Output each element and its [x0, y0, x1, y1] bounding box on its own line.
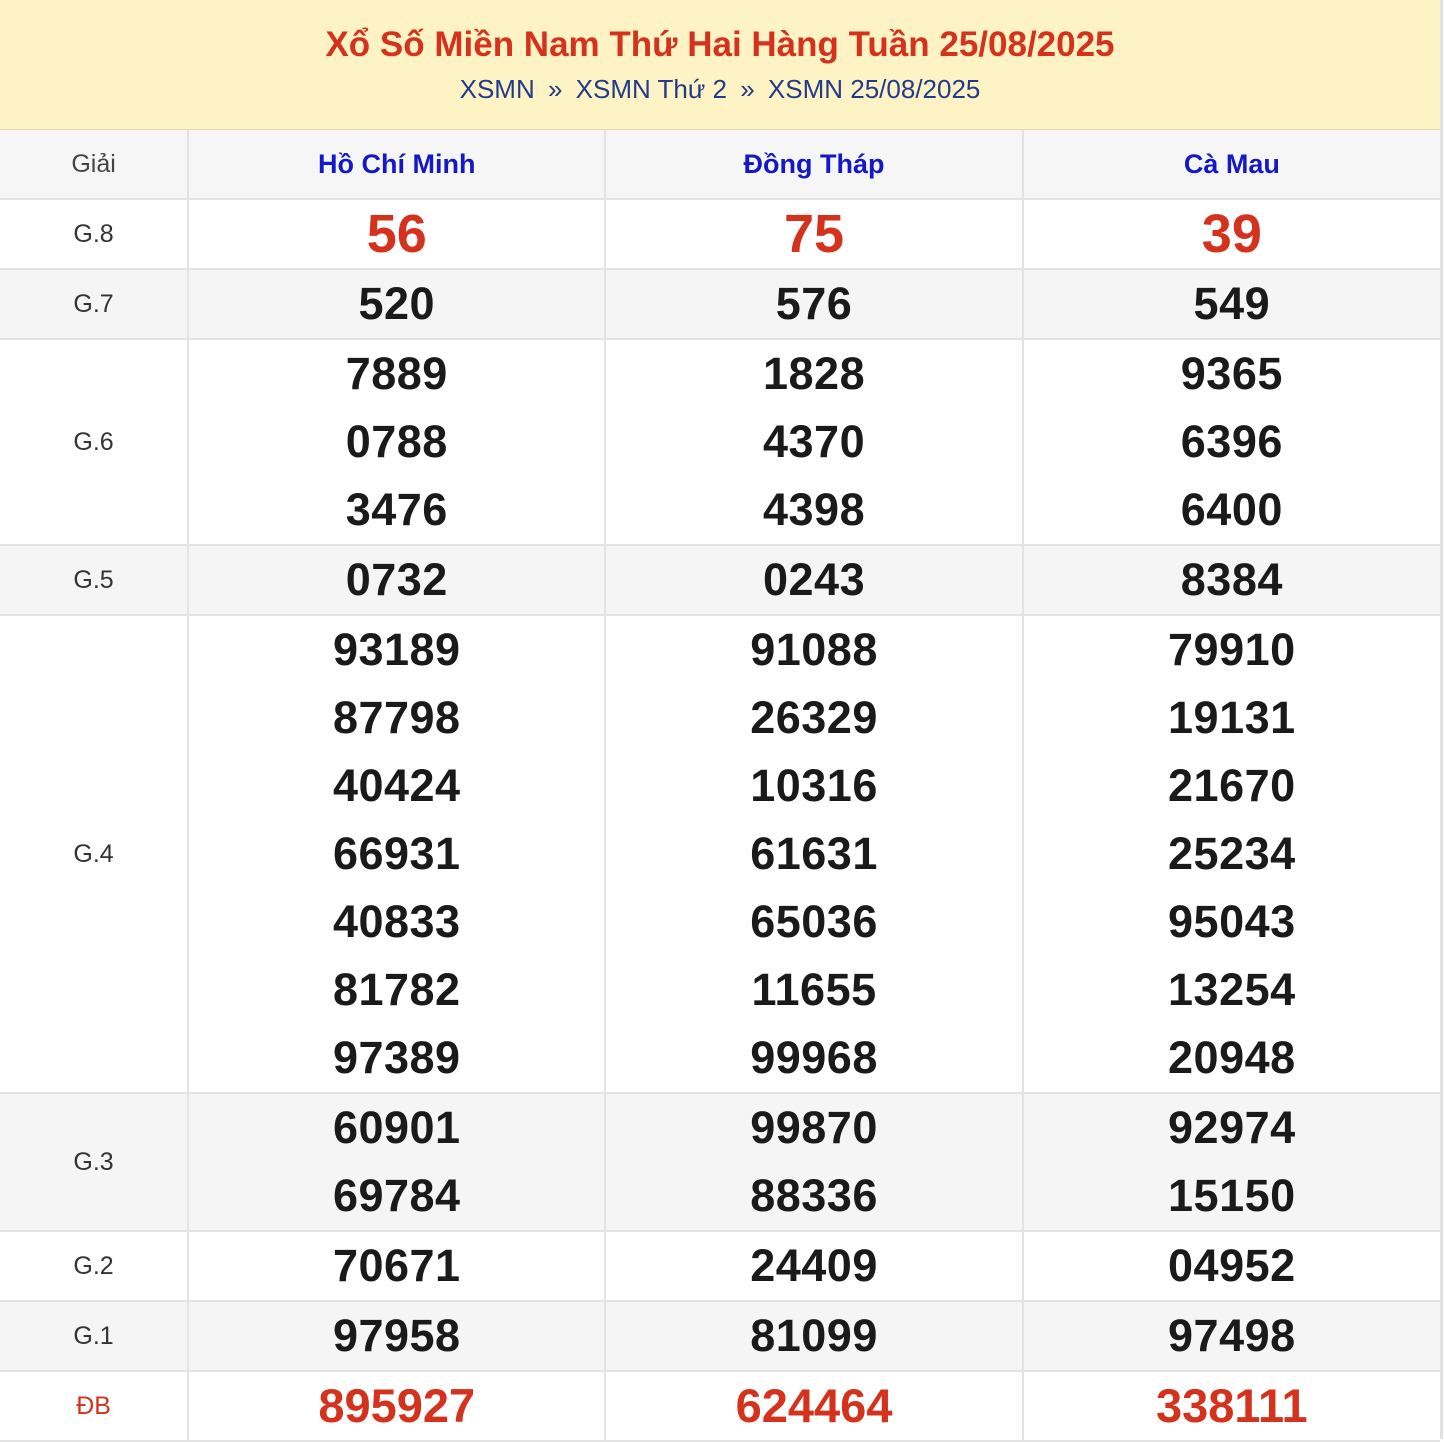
prize-cell [605, 339, 1022, 545]
prize-number: 4370 [762, 416, 866, 467]
prize-number: 25234 [1168, 828, 1296, 879]
breadcrumb-xsmn-date[interactable]: XSMN 25/08/2025 [767, 74, 981, 104]
prize-number: 24409 [750, 1240, 878, 1291]
prize-number: 60901 [332, 1102, 461, 1153]
column-header-giai: Giải [0, 130, 188, 199]
prize-cell [1023, 1093, 1440, 1231]
prize-number: 88336 [750, 1170, 878, 1221]
prize-number: 70671 [332, 1240, 461, 1291]
prize-number: 895927 [318, 1379, 476, 1432]
prize-label: G.5 [0, 545, 188, 615]
prize-row [0, 269, 1440, 339]
prize-row [0, 1301, 1440, 1371]
prize-cell [605, 1301, 1022, 1371]
prize-cell [188, 1231, 605, 1301]
prize-number: 99870 [750, 1102, 878, 1153]
prize-number: 26329 [750, 692, 878, 743]
prize-cell [188, 545, 605, 615]
prize-cell [188, 199, 605, 269]
prize-number: 10316 [750, 760, 878, 811]
prize-number: 92974 [1168, 1102, 1296, 1153]
prize-cell [188, 1371, 605, 1441]
prize-cell [188, 1301, 605, 1371]
prize-number: 87798 [332, 692, 461, 743]
prize-number: 13254 [1168, 964, 1296, 1015]
prize-number: 19131 [1168, 692, 1296, 743]
breadcrumb-xsmn[interactable]: XSMN [459, 74, 535, 104]
prize-number: 81099 [750, 1310, 878, 1361]
prize-label: ĐB [0, 1371, 188, 1441]
prize-cell [188, 269, 605, 339]
prize-number: 79910 [1168, 624, 1296, 675]
prize-number: 61631 [750, 828, 878, 879]
prize-number: 576 [775, 278, 853, 329]
prize-cell [605, 1093, 1022, 1231]
table-header-row [0, 130, 1440, 199]
prize-number: 0243 [762, 554, 866, 605]
prize-number: 1828 [762, 348, 866, 399]
prize-number: 81782 [332, 964, 461, 1015]
prize-number: 0732 [345, 554, 448, 605]
prize-number: 549 [1193, 278, 1271, 329]
prize-number: 21670 [1168, 760, 1296, 811]
prize-number: 65036 [750, 896, 878, 947]
prize-cell [188, 339, 605, 545]
breadcrumb-separator: » [547, 74, 563, 104]
prize-number: 56 [366, 204, 427, 264]
prize-number: 40833 [332, 896, 461, 947]
prize-number: 99968 [750, 1032, 878, 1083]
prize-label: G.7 [0, 269, 188, 339]
breadcrumb-xsmn-thu-2[interactable]: XSMN Thứ 2 [575, 74, 727, 104]
prize-number: 15150 [1168, 1170, 1296, 1221]
prize-cell [188, 1093, 605, 1231]
prize-label: G.2 [0, 1231, 188, 1301]
prize-cell [1023, 339, 1440, 545]
prize-cell [188, 615, 605, 1093]
results-table [0, 130, 1440, 1442]
prize-number: 75 [784, 204, 845, 264]
prize-cell [605, 269, 1022, 339]
prize-number: 338111 [1156, 1379, 1308, 1432]
prize-number: 624464 [735, 1379, 893, 1432]
prize-number: 520 [358, 278, 436, 329]
prize-number: 93189 [332, 624, 461, 675]
prize-row [0, 1371, 1440, 1441]
prize-number: 97958 [332, 1310, 461, 1361]
prize-label: G.1 [0, 1301, 188, 1371]
column-header-dong-thap[interactable]: Đồng Tháp [605, 130, 1022, 199]
prize-cell [1023, 1371, 1440, 1441]
prize-row [0, 1231, 1440, 1301]
prize-number: 97498 [1168, 1310, 1296, 1361]
prize-label: G.4 [0, 615, 188, 1093]
prize-number: 40424 [332, 760, 461, 811]
prize-cell [1023, 545, 1440, 615]
prize-number: 11655 [751, 964, 877, 1015]
prize-cell [605, 545, 1022, 615]
prize-number: 66931 [332, 828, 461, 879]
results-header [0, 0, 1440, 130]
breadcrumb-separator: » [740, 74, 755, 104]
prize-cell [605, 199, 1022, 269]
prize-cell [605, 615, 1022, 1093]
prize-label: G.3 [0, 1093, 188, 1231]
prize-number: 20948 [1168, 1032, 1296, 1083]
prize-row [0, 199, 1440, 269]
prize-cell [1023, 1301, 1440, 1371]
column-header-ca-mau[interactable]: Cà Mau [1023, 130, 1440, 199]
prize-number: 97389 [332, 1032, 461, 1083]
prize-cell [1023, 1231, 1440, 1301]
breadcrumb [0, 74, 1440, 104]
prize-label: G.8 [0, 199, 188, 269]
prize-number: 8384 [1180, 554, 1283, 605]
prize-row [0, 615, 1440, 1093]
prize-number: 9365 [1180, 348, 1283, 399]
prize-cell [1023, 615, 1440, 1093]
prize-number: 91088 [750, 624, 878, 675]
page-title: Xổ Số Miền Nam Thứ Hai Hàng Tuần 25/08/2025 [325, 25, 1115, 64]
prize-label: G.6 [0, 339, 188, 545]
prize-number: 6400 [1180, 484, 1283, 535]
prize-number: 04952 [1168, 1240, 1296, 1291]
prize-number: 69784 [332, 1170, 461, 1221]
prize-cell [605, 1231, 1022, 1301]
prize-number: 0788 [345, 416, 448, 467]
prize-row [0, 545, 1440, 615]
prize-cell [605, 1371, 1022, 1441]
column-header-ho-chi-minh[interactable]: Hồ Chí Minh [188, 130, 605, 199]
prize-row [0, 339, 1440, 545]
prize-number: 6396 [1180, 416, 1283, 467]
prize-cell [1023, 269, 1440, 339]
prize-number: 3476 [345, 484, 448, 535]
prize-number: 39 [1201, 204, 1262, 264]
prize-cell [1023, 199, 1440, 269]
prize-number: 7889 [345, 348, 448, 399]
prize-row [0, 1093, 1440, 1231]
prize-number: 95043 [1168, 896, 1296, 947]
prize-number: 4398 [762, 484, 866, 535]
